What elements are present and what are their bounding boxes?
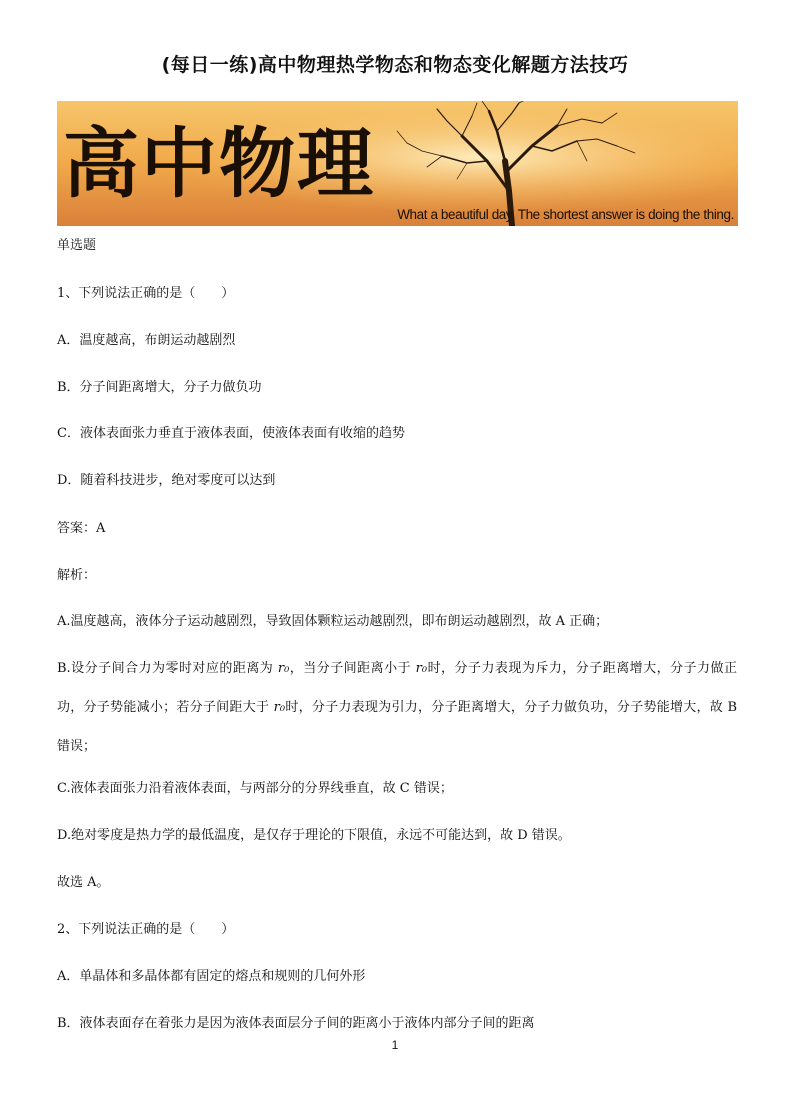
banner-slogan: What a beautiful day. The shortest answer is doing the thing. (397, 207, 734, 222)
analysis-b-part1: B.设分子间合力为零时对应的距离为 (57, 661, 278, 676)
analysis-c: C.液体表面张力沿着液体表面，与两部分的分界线垂直，故 C 错误； (57, 781, 453, 796)
analysis-b-part4: 时，分子力表现为引力，分子距离增大，分子力做负功，分子势能增大，故 B 错误； (57, 700, 737, 754)
question-1-option-b: B．分子间距离增大，分子力做负功 (57, 380, 262, 395)
question-1-stem: 1、下列说法正确的是（ ） (57, 286, 235, 301)
question-1-answer: 答案：A (57, 521, 106, 536)
r0-symbol: r₀ (415, 661, 428, 676)
question-2-stem: 2、下列说法正确的是（ ） (57, 922, 235, 937)
question-1-option-d: D．随着科技进步，绝对零度可以达到 (57, 473, 276, 488)
analysis-b-part2: ，当分子间距离小于 (289, 661, 416, 676)
analysis-b (57, 649, 737, 766)
analysis-d: D.绝对零度是热力学的最低温度，是仅存于理论的下限值，永远不可能达到，故 D 错误。 (57, 828, 571, 843)
page-number: 1 (391, 1038, 399, 1052)
question-1-option-a: A．温度越高，布朗运动越剧烈 (57, 333, 236, 348)
question-2-option-a: A．单晶体和多晶体都有固定的熔点和规则的几何外形 (57, 969, 366, 984)
banner-image (57, 101, 738, 226)
question-1-option-c: C．液体表面张力垂直于液体表面，使液体表面有收缩的趋势 (57, 426, 405, 441)
analysis-a: A.温度越高，液体分子运动越剧烈，导致固体颗粒运动越剧烈，即布朗运动越剧烈，故 A 正确； (57, 614, 609, 629)
banner-heading: 高中物理 (63, 119, 375, 208)
section-heading: 单选题 (57, 238, 97, 253)
analysis-label: 解析： (57, 568, 97, 583)
analysis-b-part3: 时，分子力表现为斥力，分子距离增大，分子力做正功，分子势能减小；若分子间距大于 (57, 661, 737, 715)
document-title: (每日一练)高中物理热学物态和物态变化解题方法技巧 (161, 54, 629, 76)
r0-symbol: r₀ (273, 700, 286, 715)
r0-symbol: r₀ (277, 661, 290, 676)
question-2-option-b: B．液体表面存在着张力是因为液体表面层分子间的距离小于液体内部分子间的距离 (57, 1016, 535, 1031)
analysis-conclusion: 故选 A。 (57, 875, 110, 890)
